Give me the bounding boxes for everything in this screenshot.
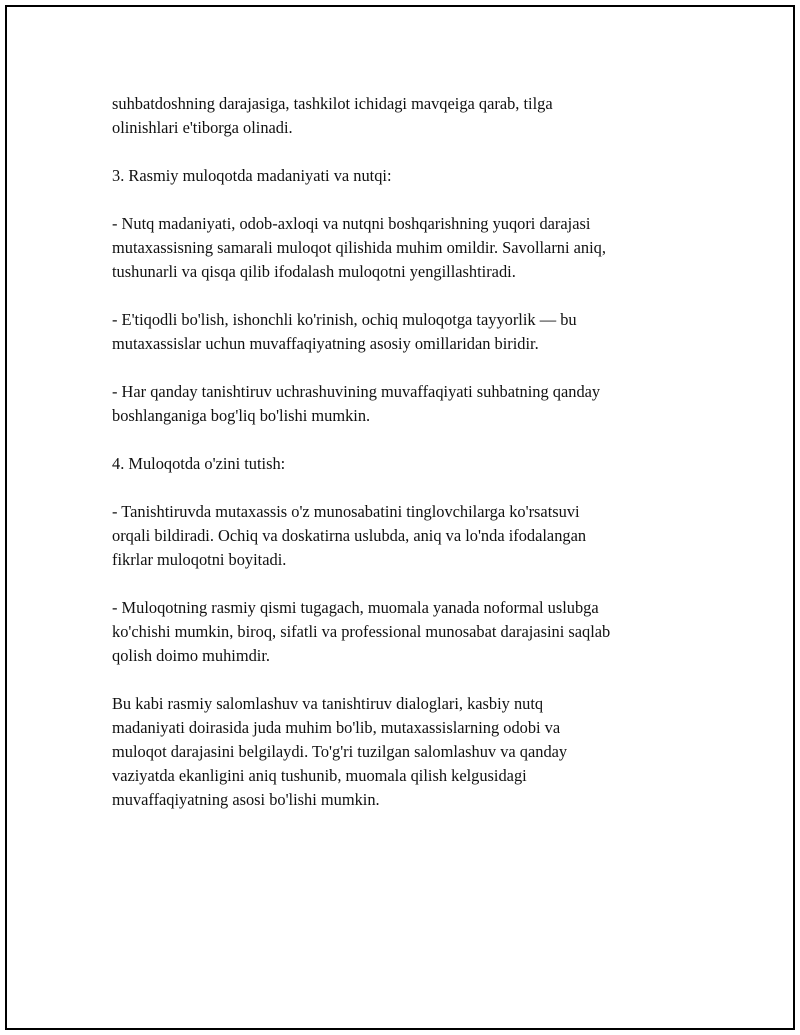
section-heading-3: 3. Rasmiy muloqotda madaniyati va nutqi:	[112, 166, 392, 185]
paragraph-8: - Muloqotning rasmiy qismi tugagach, muomala yanada noformal uslubga ko'chishi mumkin, biroq, sifatli va professional munosabat darajasini saqlab qolish doimo muhimdir.	[112, 598, 611, 665]
paragraph-5: - Har qanday tanishtiruv uchrashuvining muvaffaqiyati suhbatning qanday boshlanganiga bog'liq bo'lishi mumkin.	[112, 382, 601, 425]
section-heading-4: 4. Muloqotda o'zini tutish:	[112, 454, 286, 473]
paragraph-3: - Nutq madaniyati, odob-axloqi va nutqni boshqarishning yuqori darajasi mutaxassisning samarali muloqot qilishida muhim omildir. Savollarni aniq, tushunarli va qisqa qilib ifodalash muloqotni yengillashtiradi.	[112, 214, 606, 281]
paragraph-7: - Tanishtiruvda mutaxassis o'z munosabatini tinglovchilarga ko'rsatsuvi orqali bildiradi. Ochiq va doskatirna uslubda, aniq va lo'nda ifodalangan fikrlar muloqotni boyitadi.	[112, 502, 587, 569]
document-body	[112, 92, 702, 836]
paragraph-4: - E'tiqodli bo'lish, ishonchli ko'rinish, ochiq muloqotga tayyorlik — bu mutaxassislar uchun muvaffaqiyatning asosiy omillaridan biridir.	[112, 310, 577, 353]
paragraph-1: suhbatdoshning darajasiga, tashkilot ichidagi mavqeiga qarab, tilga olinishlari e'tiborga olinadi.	[112, 94, 553, 137]
conclusion-paragraph: Bu kabi rasmiy salomlashuv va tanishtiruv dialoglari, kasbiy nutq madaniyati doirasida juda muhim bo'lib, mutaxassislarning odobi va muloqot darajasini belgilaydi. To'g'ri tuzilgan salomlashuv va qanday vaziyatda ekanligini aniq tushunib, muomala qilish kelgusidagi muvaffaqiyatning asosi bo'lishi mumkin.	[112, 694, 568, 809]
